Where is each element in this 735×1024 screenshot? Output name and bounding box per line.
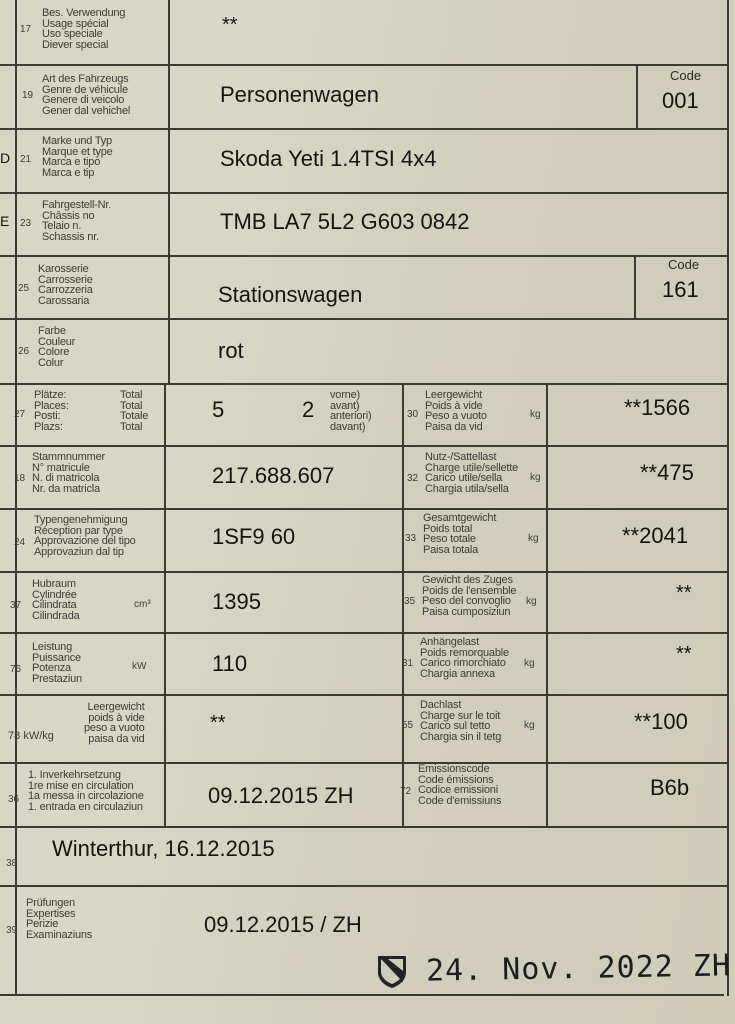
row-divider bbox=[0, 128, 728, 130]
make-model-value: Skoda Yeti 1.4TSI 4x4 bbox=[220, 146, 437, 171]
unit-kg: kg bbox=[528, 533, 539, 544]
seats-total-value: 5 bbox=[212, 397, 225, 422]
field-number: 17 bbox=[20, 24, 32, 35]
section-letter-d: D bbox=[0, 150, 11, 166]
field-number: 27 bbox=[14, 409, 26, 420]
trailer-load-value: ** bbox=[676, 643, 692, 665]
bottom-border bbox=[0, 994, 724, 996]
field-label-type-approval: Typengenehmigung Réception par type Approvazione del tipo Approvaziun dal tip bbox=[34, 514, 136, 558]
label-column-divider bbox=[168, 0, 170, 385]
field-label-payload: Nutz-/Sattellast Charge utile/sellette Carico utile/sella Chargia utila/sella bbox=[425, 451, 519, 495]
field-label-make-model: Marke und Typ Marque et type Marca e tipo Marca e tip bbox=[42, 135, 113, 179]
field-number: 76 bbox=[10, 664, 22, 675]
field-label-trailer-load: Anhängelast Poids remorquable Carico rimorchiato Chargia annexa bbox=[420, 636, 509, 680]
row-divider bbox=[0, 826, 728, 828]
field-label-roof-load: Dachlast Charge sur le toit Carico sul tetto Chargia sin il tetg bbox=[420, 699, 502, 743]
field-number: 37 bbox=[10, 600, 22, 611]
field-number: 39 bbox=[6, 925, 18, 936]
displacement-value: 1395 bbox=[212, 589, 261, 614]
roof-load-value: **100 bbox=[634, 709, 688, 734]
field-label-empty-weight: Leergewicht Poids à vide Peso a vuoto Paisa da vid bbox=[425, 389, 487, 433]
row-divider bbox=[0, 632, 728, 634]
empty-weight-value: **1566 bbox=[624, 395, 691, 420]
row-divider bbox=[0, 318, 728, 320]
code-divider bbox=[634, 255, 636, 320]
field-label-seats-front: vorne) avant) anteriori) davant) bbox=[330, 389, 372, 433]
unit-kw-kg: kW/kg bbox=[23, 730, 54, 742]
field-number: 32 bbox=[407, 473, 419, 484]
train-weight-value: ** bbox=[676, 582, 692, 604]
code-divider bbox=[636, 64, 638, 130]
field-number: 33 bbox=[405, 533, 417, 544]
color-value: rot bbox=[218, 338, 244, 363]
field-label-registration-number: Stammnummer N° matricule N. di matricola Nr. da matricla bbox=[32, 451, 105, 495]
code-label: Code bbox=[668, 257, 700, 272]
row-divider bbox=[0, 445, 728, 447]
chassis-number-value: TMB LA7 5L2 G603 0842 bbox=[220, 209, 470, 234]
special-usage-value: ** bbox=[222, 14, 238, 36]
row-divider bbox=[0, 192, 728, 194]
field-label-vehicle-type: Art des Fahrzeugs Genre de véhicule Genere di veicolo Gener dal vehichel bbox=[42, 73, 131, 117]
field-label-color: Farbe Couleur Colore Colur bbox=[38, 325, 76, 369]
row-divider bbox=[0, 508, 728, 510]
field-label-special-usage: Bes. Verwendung Usage spécial Uso speciale Diever special bbox=[42, 7, 126, 51]
row-divider bbox=[0, 255, 728, 257]
field-label-first-registration: 1. Inverkehrsetzung 1re mise en circulation 1a messa in circolazione 1. entrada en circulaziun bbox=[28, 769, 144, 813]
seats-front-value: 2 bbox=[302, 397, 315, 422]
row-divider bbox=[0, 571, 728, 573]
field-number: 23 bbox=[20, 218, 32, 229]
field-label-train-weight: Gewicht des Zuges Poids de l'ensemble Peso del convoglio Paisa cumposiziun bbox=[422, 574, 517, 618]
field-number: 31 bbox=[402, 658, 414, 669]
field-label-seats: Plätze: Places: Posti: Plazs: bbox=[34, 389, 69, 433]
body-code: 161 bbox=[662, 277, 699, 302]
field-label-chassis-number: Fahrgestell-Nr. Châssis no Telaio n. Schassis nr. bbox=[42, 199, 112, 243]
field-number: 18 bbox=[14, 473, 26, 484]
field-label-inspections: Prüfungen Expertises Perizie Examinaziuns bbox=[26, 897, 93, 941]
field-number: 21 bbox=[20, 154, 32, 165]
row-divider bbox=[0, 885, 728, 887]
field-label-power: Leistung Puissance Potenza Prestaziun bbox=[32, 641, 82, 685]
field-number: 36 bbox=[8, 794, 20, 805]
unit-kg: kg bbox=[530, 472, 541, 483]
registration-number-value: 217.688.607 bbox=[212, 463, 335, 488]
power-value: 110 bbox=[212, 651, 248, 676]
row-divider bbox=[0, 694, 728, 696]
unit-kg: kg bbox=[524, 720, 535, 731]
field-label-seats-total: Total Total Totale Total bbox=[120, 389, 149, 433]
emission-code-value: B6b bbox=[650, 775, 690, 800]
unit-kg: kg bbox=[530, 409, 541, 420]
inspection-value: 09.12.2015 / ZH bbox=[204, 912, 362, 937]
right-border bbox=[727, 0, 729, 996]
field-label-displacement: Hubraum Cylindrée Cilindrata Cilindrada bbox=[32, 578, 80, 622]
vehicle-type-value: Personenwagen bbox=[220, 82, 380, 107]
type-approval-value: 1SF9 60 bbox=[212, 524, 296, 549]
field-label-body: Karosserie Carrosserie Carrozzeria Carossaria bbox=[38, 263, 93, 307]
field-number: 35 bbox=[404, 596, 416, 607]
field-number: 24 bbox=[14, 537, 26, 548]
body-value: Stationswagen bbox=[218, 282, 363, 307]
unit-kw: kW bbox=[132, 661, 147, 672]
issue-place-date-value: Winterthur, 16.12.2015 bbox=[52, 836, 275, 861]
field-number: 30 bbox=[407, 409, 419, 420]
field-label-emission-code: Emissionscode Code émissions Codice emissioni Code d'emissiuns bbox=[418, 763, 502, 807]
field-number: 19 bbox=[22, 90, 34, 101]
row-divider bbox=[0, 762, 728, 764]
field-label-power-weight: Leergewicht poids à vide peso a vuoto paisa da vid bbox=[84, 701, 145, 745]
first-registration-value: 09.12.2015 ZH bbox=[208, 783, 354, 808]
code-label: Code bbox=[670, 68, 702, 83]
row-divider bbox=[0, 64, 728, 66]
canton-shield-icon bbox=[376, 954, 408, 990]
row-divider bbox=[0, 383, 728, 385]
vehicle-type-code: 001 bbox=[662, 88, 699, 113]
field-number: 55 bbox=[402, 720, 414, 731]
field-number: 38 bbox=[6, 858, 18, 869]
inspection-stamp: 24. Nov. 2022 ZH bbox=[425, 948, 732, 989]
field-number: 26 bbox=[18, 346, 30, 357]
left-border bbox=[15, 0, 17, 996]
unit-kg: kg bbox=[524, 658, 535, 669]
field-number: 72 bbox=[400, 786, 412, 797]
field-number: 25 bbox=[18, 283, 30, 294]
payload-value: **475 bbox=[640, 460, 694, 485]
unit-cm3: cm³ bbox=[134, 599, 151, 610]
unit-kg: kg bbox=[526, 596, 537, 607]
field-number-value: 78 bbox=[8, 730, 21, 742]
power-weight-value: ** bbox=[210, 712, 226, 734]
gross-weight-value: **2041 bbox=[622, 523, 689, 548]
section-letter-e: E bbox=[0, 213, 10, 229]
field-label-gross-weight: Gesamtgewicht Poids total Peso totale Paisa totala bbox=[423, 512, 497, 556]
label-column-divider bbox=[164, 385, 166, 828]
field-number bbox=[8, 730, 54, 742]
kg-divider bbox=[546, 383, 548, 828]
